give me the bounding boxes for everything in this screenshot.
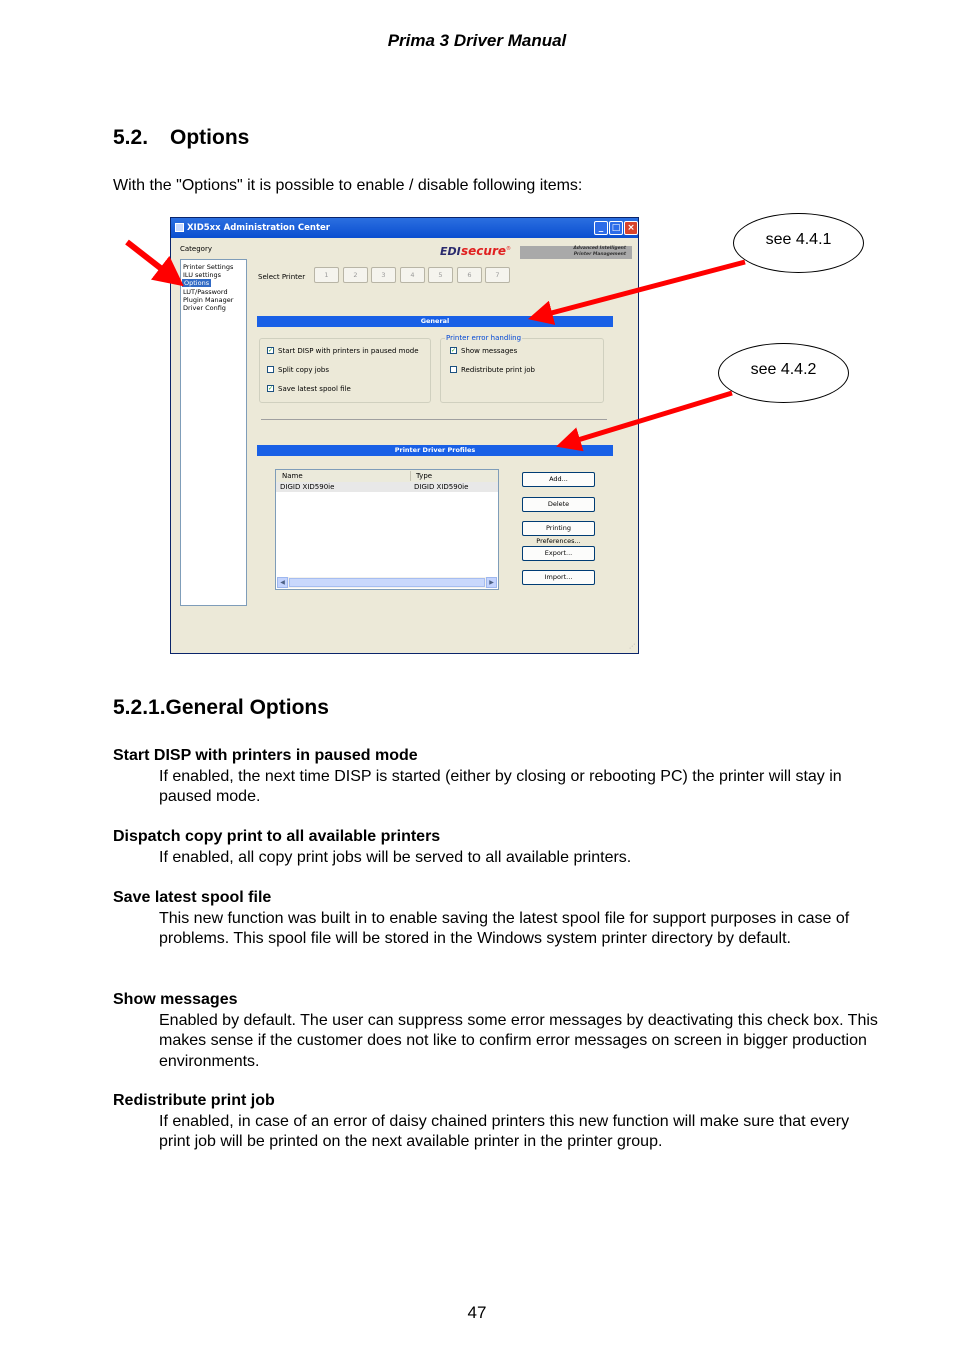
section-intro: With the "Options" it is possible to enable / disable following items:	[113, 177, 583, 194]
option-item-show-messages	[113, 990, 883, 1072]
option-item-redistribute	[113, 1091, 883, 1153]
maximize-icon[interactable]: □	[609, 221, 623, 235]
arrow-to-profiles-icon	[568, 393, 732, 443]
scroll-right-icon[interactable]: ▶	[486, 577, 497, 588]
option-description: Enabled by default. The user can suppress some error messages by deactivating this check box. This makes sense if the customer does not like to confirm error messages on screen in bigger production environments.	[159, 1011, 878, 1070]
select-printer-label: Select Printer	[258, 273, 306, 281]
logo-secure: secure	[461, 244, 506, 258]
printer-button-7[interactable]: 7	[485, 267, 510, 283]
option-term: Save latest spool file	[113, 889, 272, 906]
start-disp-checkbox[interactable]: ✓	[268, 347, 274, 354]
printer-error-group-title: Printer error handling	[446, 334, 522, 342]
option-description: If enabled, in case of an error of daisy chained printers this new function will make sure that every print job will be printed on the next available printer in the printer group.	[159, 1112, 850, 1150]
minimize-icon[interactable]: _	[594, 221, 608, 235]
option-description: This new function was built in to enable saving the latest spool file for support purposes in case of problems. This spool file will be stored in the Windows system printer directory by default.	[159, 909, 850, 947]
column-header-type[interactable]: Type	[416, 472, 433, 480]
section-title: Options	[170, 126, 250, 149]
start-disp-label: Start DISP with printers in paused mode	[278, 347, 419, 355]
option-term: Dispatch copy print to all available printers	[113, 828, 441, 845]
printing-preferences-button[interactable]: Printing Preferences...	[522, 521, 595, 536]
window-title: XID5xx Administration Center	[187, 223, 330, 233]
category-label: Category	[180, 245, 212, 253]
column-header-name[interactable]: Name	[282, 472, 303, 480]
show-messages-label: Show messages	[461, 347, 518, 355]
logo-edi: EDI	[440, 245, 461, 258]
table-cell-type: DIGID XID590ie	[414, 483, 469, 491]
arrow-to-options-icon	[127, 242, 172, 277]
printer-button-2[interactable]: 2	[343, 267, 368, 283]
resize-grip-icon[interactable]: ⋰	[629, 643, 635, 650]
option-term: Start DISP with printers in paused mode	[113, 747, 418, 764]
logo-reg: ®	[506, 246, 511, 252]
redistribute-label: Redistribute print job	[461, 366, 535, 374]
subsection-number: 5.2.1.	[113, 696, 166, 719]
category-item-ilu-settings[interactable]: ILU settings	[183, 271, 221, 279]
subsection-title: General Options	[165, 696, 329, 719]
save-spool-label: Save latest spool file	[278, 385, 351, 393]
export-profile-button[interactable]: Export...	[522, 546, 595, 561]
logo-tagline-2: Printer Management	[573, 252, 626, 257]
printer-button-6[interactable]: 6	[457, 267, 482, 283]
document-header-title: Prima 3 Driver Manual	[387, 31, 567, 50]
option-description: If enabled, the next time DISP is started (either by closing or rebooting PC) the printer will stay in paused mode.	[159, 767, 842, 805]
show-messages-checkbox[interactable]: ✓	[451, 347, 457, 354]
category-item-printer-settings[interactable]: Printer Settings	[183, 263, 234, 271]
scroll-left-icon[interactable]: ◀	[277, 577, 288, 588]
callout-see-442: see 4.4.2	[718, 343, 849, 403]
option-item-save-spool	[113, 888, 883, 950]
section-number: 5.2.	[113, 126, 149, 149]
category-item-driver-config[interactable]: Driver Config	[183, 304, 226, 312]
callout-see-441: see 4.4.1	[733, 213, 864, 273]
add-profile-button[interactable]: Add...	[522, 472, 595, 487]
arrow-to-general-icon	[540, 262, 745, 316]
option-description: If enabled, all copy print jobs will be served to all available printers.	[159, 848, 632, 866]
category-item-plugin-manager[interactable]: Plugin Manager	[183, 296, 234, 304]
option-term: Show messages	[113, 991, 238, 1008]
save-spool-checkbox[interactable]: ✓	[268, 385, 274, 392]
page-number: 47	[467, 1303, 487, 1322]
category-item-lut-password[interactable]: LUT/Password	[183, 288, 228, 296]
close-icon[interactable]: ×	[624, 221, 638, 235]
category-item-options[interactable]: Options	[184, 279, 210, 287]
import-profile-button[interactable]: Import...	[522, 570, 595, 585]
option-term: Redistribute print job	[113, 1092, 275, 1109]
printer-button-1[interactable]: 1	[314, 267, 339, 283]
option-item-dispatch-copy	[113, 827, 883, 868]
option-item-start-disp	[113, 746, 883, 808]
general-section-bar: General	[257, 316, 613, 327]
split-copy-label: Split copy jobs	[278, 366, 330, 374]
logo-tagline-1: Advanced Intelligent	[573, 246, 626, 251]
table-cell-name: DIGID XID590ie	[280, 483, 335, 491]
printer-button-3[interactable]: 3	[371, 267, 396, 283]
printer-button-4[interactable]: 4	[400, 267, 425, 283]
printer-button-5[interactable]: 5	[428, 267, 453, 283]
subsection-heading	[113, 696, 329, 720]
delete-profile-button[interactable]: Delete	[522, 497, 595, 512]
profiles-section-bar: Printer Driver Profiles	[257, 445, 613, 456]
